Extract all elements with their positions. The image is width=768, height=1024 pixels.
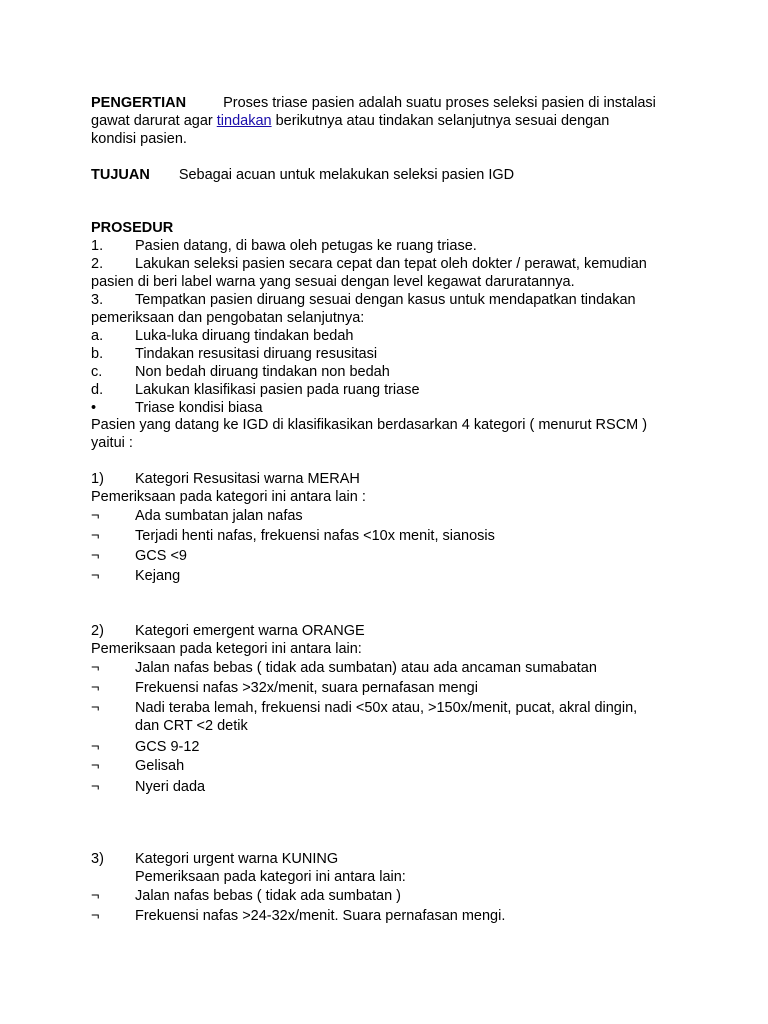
sub-text: Triase kondisi biasa bbox=[135, 400, 263, 416]
kategori-subheading: Pemeriksaan pada kategori ini antara lain : bbox=[91, 489, 366, 505]
pengertian-text-2a: gawat darurat agar bbox=[91, 113, 217, 129]
list-item: GCS 9-12 bbox=[135, 739, 200, 755]
tujuan-line bbox=[91, 166, 514, 184]
sub-marker: c. bbox=[91, 364, 103, 380]
pengertian-heading: PENGERTIAN bbox=[91, 95, 187, 111]
kategori-number: 3) bbox=[91, 851, 104, 867]
list-item: Jalan nafas bebas ( tidak ada sumbatan ) bbox=[135, 888, 401, 904]
list-item: Gelisah bbox=[135, 758, 185, 774]
list-item: Frekuensi nafas >32x/menit, suara pernafasan mengi bbox=[135, 680, 478, 696]
tindakan-link[interactable]: tindakan bbox=[216, 113, 272, 129]
pengertian-text-1: Proses triase pasien adalah suatu proses seleksi pasien di instalasi bbox=[223, 95, 656, 111]
kategori-number: 2) bbox=[91, 623, 104, 639]
sub-marker: b. bbox=[91, 346, 104, 362]
bullet-marker: ¬ bbox=[91, 888, 100, 904]
sub-text: Lakukan klasifikasi pasien pada ruang triase bbox=[135, 382, 420, 398]
tujuan-text: Sebagai acuan untuk melakukan seleksi pasien IGD bbox=[178, 167, 515, 183]
pengertian-line-1 bbox=[91, 94, 656, 112]
kategori-intro-1: Pasien yang datang ke IGD di klasifikasikan berdasarkan 4 kategori ( menurut RSCM ) bbox=[91, 417, 648, 433]
sub-text: Tindakan resusitasi diruang resusitasi bbox=[135, 346, 378, 362]
list-item-cont: dan CRT <2 detik bbox=[135, 718, 248, 734]
list-item: GCS <9 bbox=[135, 548, 187, 564]
bullet-marker: ¬ bbox=[91, 779, 100, 795]
bullet-marker: ¬ bbox=[91, 908, 100, 924]
prosedur-heading: PROSEDUR bbox=[91, 220, 174, 236]
step-marker: 1. bbox=[91, 238, 104, 254]
pengertian-text-2b: berikutnya atau tindakan selanjutnya sesuai dengan bbox=[271, 113, 610, 129]
step-text: Lakukan seleksi pasien secara cepat dan tepat oleh dokter / perawat, kemudian bbox=[135, 256, 647, 272]
tujuan-heading: TUJUAN bbox=[91, 167, 150, 183]
list-item: Nyeri dada bbox=[135, 779, 206, 795]
step-marker: 2. bbox=[91, 256, 104, 272]
pengertian-line-3: kondisi pasien. bbox=[91, 131, 187, 147]
step-text: Tempatkan pasien diruang sesuai dengan kasus untuk mendapatkan tindakan bbox=[135, 292, 636, 308]
kategori-intro-2: yaitui : bbox=[91, 435, 133, 451]
kategori-subheading: Pemeriksaan pada kategori ini antara lain: bbox=[135, 869, 406, 885]
step-text-cont: pemeriksaan dan pengobatan selanjutnya: bbox=[91, 310, 365, 326]
step-text: Pasien datang, di bawa oleh petugas ke ruang triase. bbox=[135, 238, 477, 254]
list-item: Nadi teraba lemah, frekuensi nadi <50x atau, >150x/menit, pucat, akral dingin, bbox=[135, 700, 638, 716]
bullet-marker: ¬ bbox=[91, 680, 100, 696]
pengertian-line-2 bbox=[91, 112, 609, 130]
kategori-number: 1) bbox=[91, 471, 104, 487]
sub-marker: • bbox=[91, 400, 97, 416]
kategori-title: Kategori urgent warna KUNING bbox=[135, 851, 339, 867]
bullet-marker: ¬ bbox=[91, 758, 100, 774]
bullet-marker: ¬ bbox=[91, 660, 100, 676]
bullet-marker: ¬ bbox=[91, 528, 100, 544]
sub-marker: a. bbox=[91, 328, 104, 344]
sub-text: Non bedah diruang tindakan non bedah bbox=[135, 364, 390, 380]
kategori-subheading: Pemeriksaan pada ketegori ini antara lain: bbox=[91, 641, 362, 657]
bullet-marker: ¬ bbox=[91, 508, 100, 524]
bullet-marker: ¬ bbox=[91, 700, 100, 716]
sub-text: Luka-luka diruang tindakan bedah bbox=[135, 328, 354, 344]
step-text-cont: pasien di beri label warna yang sesuai dengan level kegawat daruratannya. bbox=[91, 274, 575, 290]
list-item: Frekuensi nafas >24-32x/menit. Suara pernafasan mengi. bbox=[135, 908, 506, 924]
kategori-title: Kategori emergent warna ORANGE bbox=[135, 623, 365, 639]
kategori-title: Kategori Resusitasi warna MERAH bbox=[135, 471, 360, 487]
bullet-marker: ¬ bbox=[91, 568, 100, 584]
step-marker: 3. bbox=[91, 292, 104, 308]
list-item: Terjadi henti nafas, frekuensi nafas <10x menit, sianosis bbox=[135, 528, 495, 544]
sub-marker: d. bbox=[91, 382, 104, 398]
list-item: Kejang bbox=[135, 568, 181, 584]
bullet-marker: ¬ bbox=[91, 739, 100, 755]
list-item: Jalan nafas bebas ( tidak ada sumbatan) atau ada ancaman sumabatan bbox=[135, 660, 597, 676]
bullet-marker: ¬ bbox=[91, 548, 100, 564]
list-item: Ada sumbatan jalan nafas bbox=[135, 508, 303, 524]
